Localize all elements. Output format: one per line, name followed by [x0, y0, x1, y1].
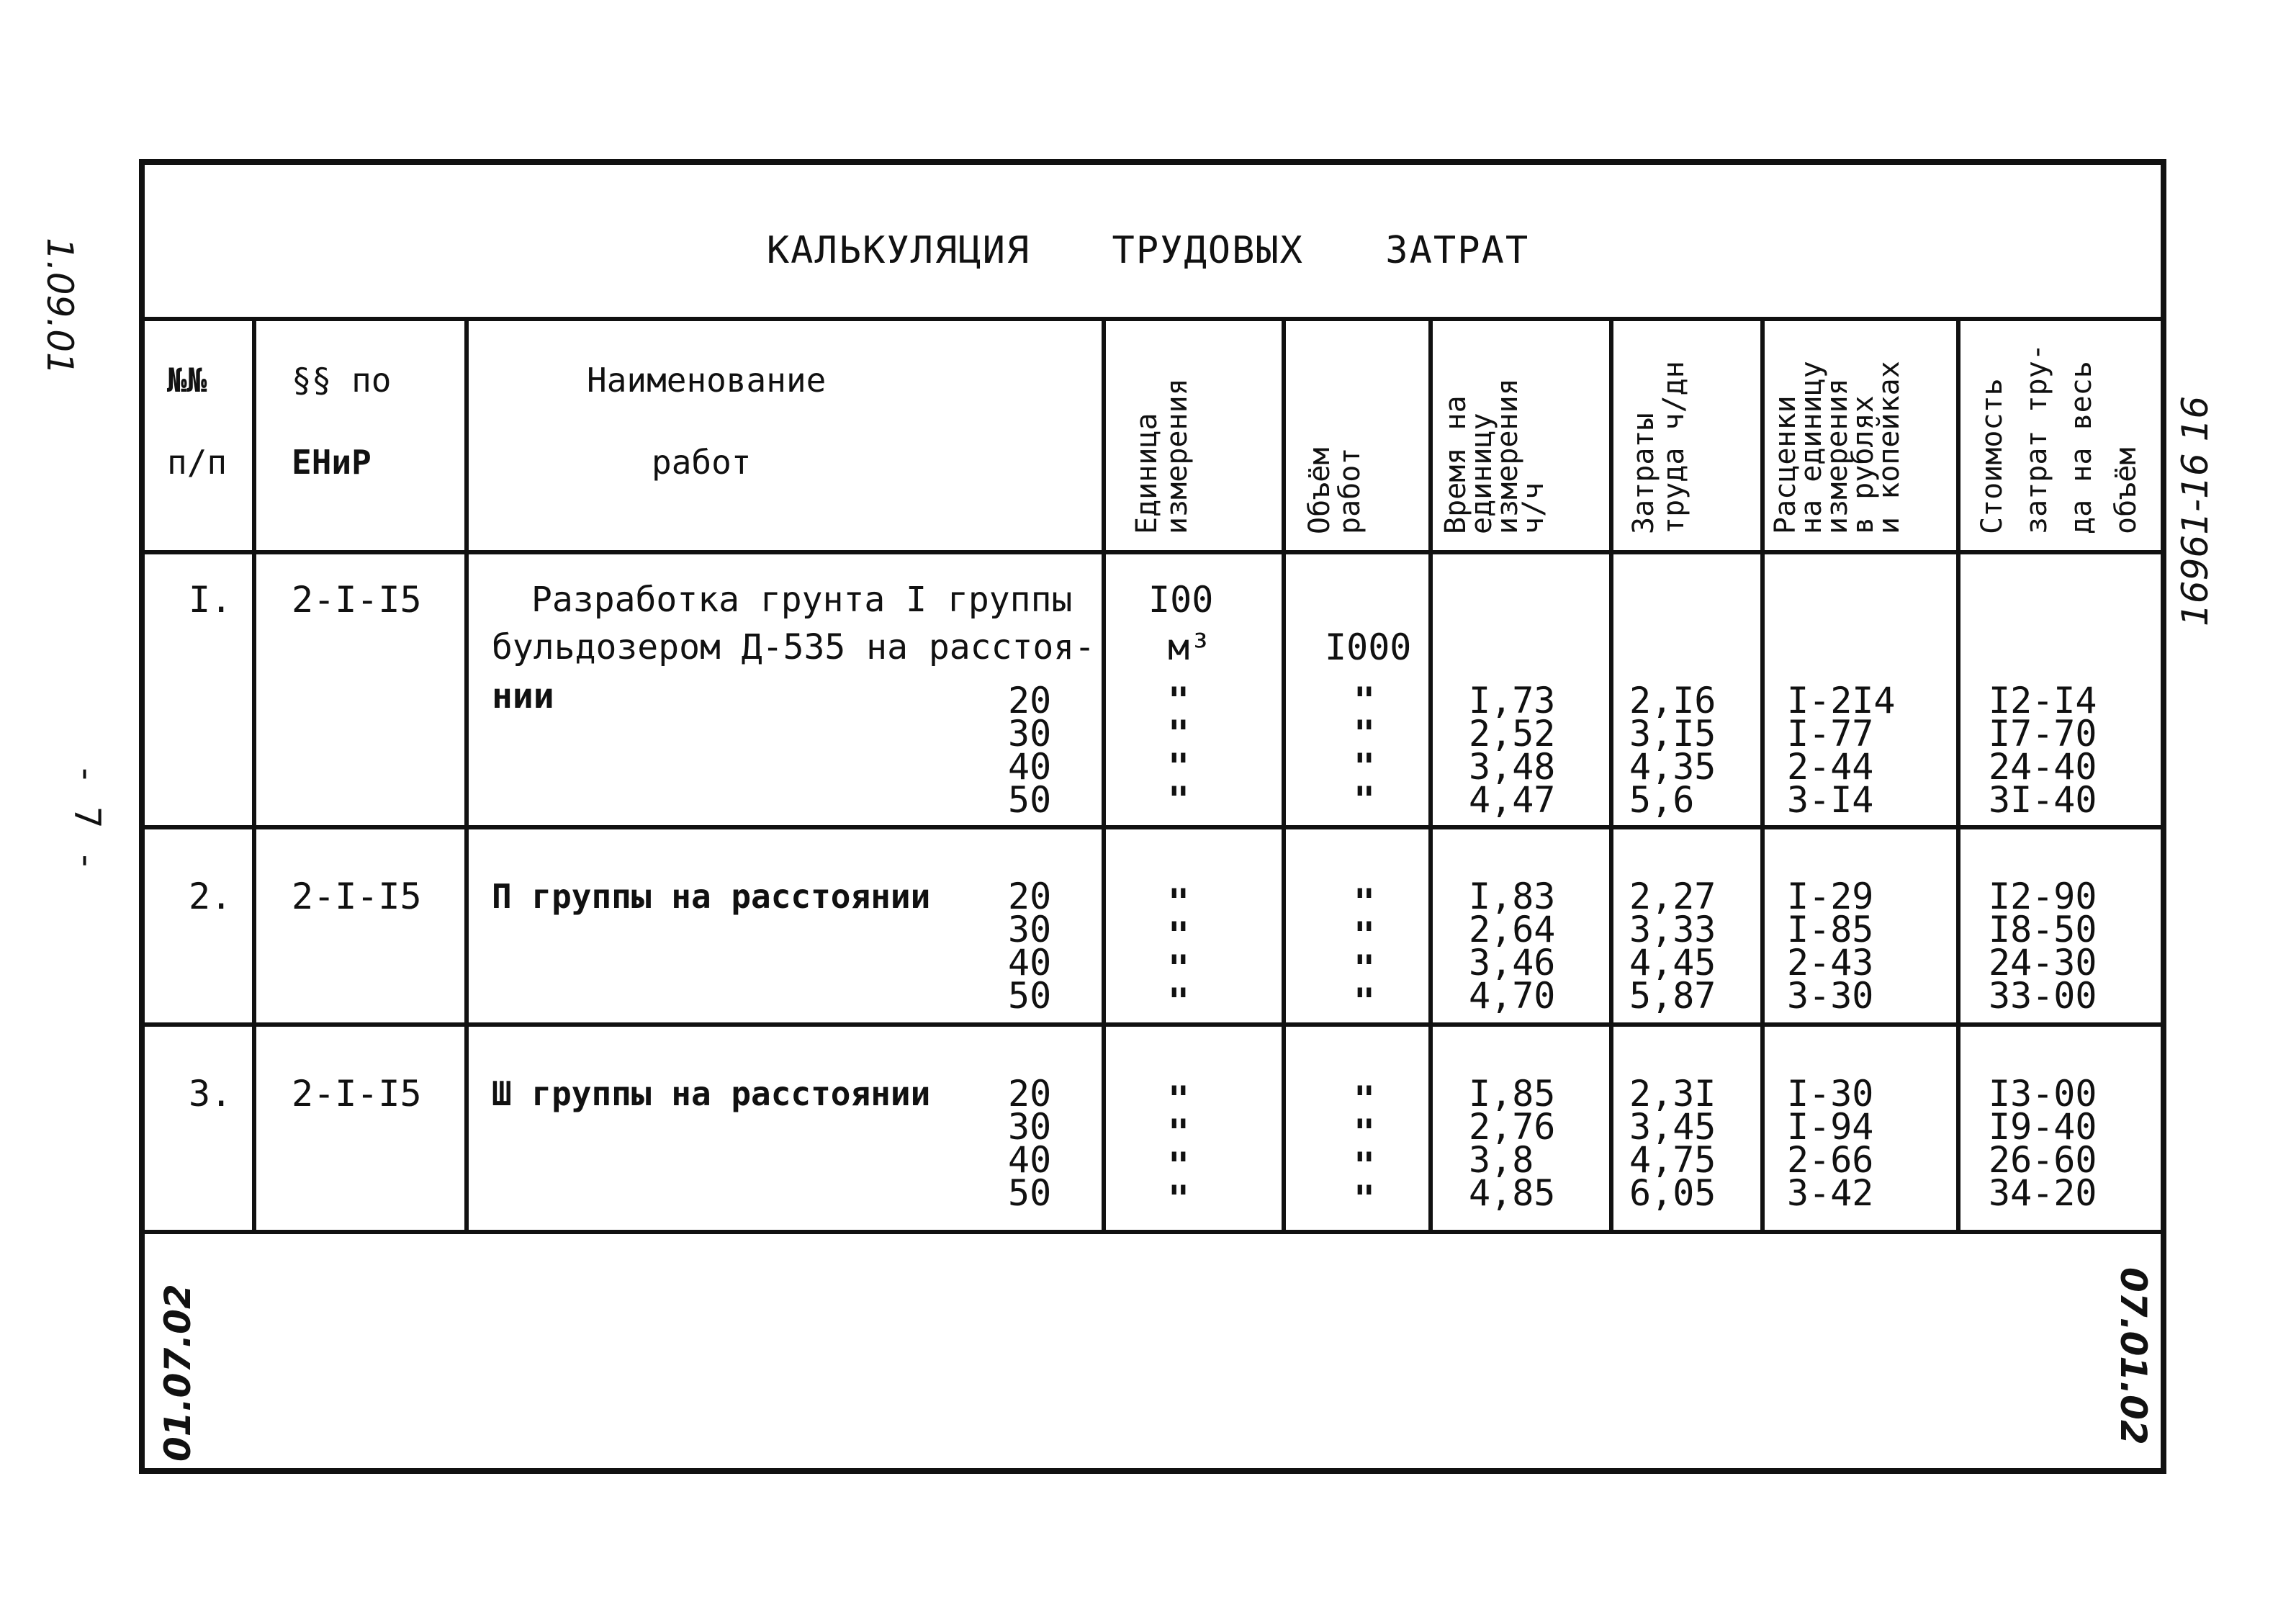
list-item: 30 [1008, 1106, 1052, 1148]
row-3-bottom-rule [145, 1230, 2161, 1234]
table-cell: 2,I6 [1629, 680, 1716, 721]
row-3-name: Ш группы на расстоянии [492, 1074, 931, 1113]
table-cell: 24-30 [1989, 942, 2097, 984]
list-item: 40 [1008, 1139, 1052, 1181]
table-cell: 2,3I [1629, 1073, 1716, 1115]
table-cell: I-30 [1787, 1073, 1874, 1115]
ditto-mark: " [1168, 1112, 1190, 1153]
header-unit: Единица измерения [1130, 378, 1194, 534]
table-cell: 2-44 [1787, 746, 1874, 788]
row-1-paragraph: 2-I-I5 [292, 579, 422, 621]
row-3-unit-ditto [1168, 1079, 1190, 1220]
ditto-mark: " [1354, 713, 1376, 755]
table-cell: 4,35 [1629, 746, 1716, 788]
table-cell: 3-30 [1787, 975, 1874, 1017]
ditto-mark: " [1168, 779, 1190, 821]
row-2-num: 2. [189, 876, 233, 917]
col-divider-8 [1956, 317, 1960, 1230]
list-item: 50 [1008, 779, 1052, 821]
table-cell: 2,64 [1469, 909, 1556, 950]
table-cell: 34-20 [1989, 1172, 2097, 1214]
ditto-mark: " [1354, 914, 1376, 956]
title-word-2: ТРУДОВЫХ [1112, 229, 1304, 272]
row-2-labor [1629, 876, 1716, 1017]
row-2-unit-ditto [1168, 881, 1190, 1022]
header-labor: Затраты труда ч/дн [1627, 361, 1691, 534]
list-item: 20 [1008, 876, 1052, 917]
ditto-mark: " [1168, 746, 1190, 788]
header-num-line2: п/п [167, 442, 228, 482]
handwritten-date-bottom-right: 07.01.02 [2112, 1267, 2154, 1445]
row-3-num: 3. [189, 1073, 233, 1115]
table-cell: 2-66 [1787, 1139, 1874, 1181]
table-cell: 3,45 [1629, 1106, 1716, 1148]
header-bottom-rule [145, 550, 2161, 554]
row-3-time [1469, 1073, 1556, 1214]
handwritten-note-right: 16961-16 16 [2174, 395, 2216, 626]
table-cell: I7-70 [1989, 713, 2097, 755]
row-2-cost [1989, 876, 2097, 1017]
table-cell: I2-90 [1989, 876, 2097, 917]
row-3-paragraph: 2-I-I5 [292, 1073, 422, 1115]
table-cell: 4,85 [1469, 1172, 1556, 1214]
header-name [587, 360, 826, 483]
table-cell: 26-60 [1989, 1139, 2097, 1181]
table-cell: 2,76 [1469, 1106, 1556, 1148]
row-1-name-line1: Разработка грунта I группы [531, 580, 1073, 620]
row-2-bottom-rule [145, 1022, 2161, 1027]
header-volume: Объём работ [1303, 447, 1367, 534]
row-1-rates [1787, 680, 1896, 821]
row-1-volume: I000 [1325, 626, 1412, 668]
header-num-line1: №№ [167, 361, 207, 400]
table-cell: I8-50 [1989, 909, 2097, 950]
title-word-1: КАЛЬКУЛЯЦИЯ [766, 229, 1031, 272]
col-divider-5 [1428, 317, 1433, 1230]
row-1-distances [1008, 680, 1052, 821]
ditto-mark: " [1354, 746, 1376, 788]
header-name-line2: работ [652, 442, 752, 482]
header-num [167, 360, 227, 483]
header-paragraph-line2: ЕНиР [292, 442, 372, 482]
table-cell: I-94 [1787, 1106, 1874, 1148]
row-3-cost [1989, 1073, 2097, 1214]
row-1-bottom-rule [145, 825, 2161, 829]
ditto-mark: " [1168, 881, 1190, 923]
table-cell: 3,48 [1469, 746, 1556, 788]
ditto-mark: " [1168, 1079, 1190, 1120]
row-2-paragraph: 2-I-I5 [292, 876, 422, 917]
table-cell: 4,47 [1469, 779, 1556, 821]
table-cell: 4,70 [1469, 975, 1556, 1017]
row-3-volume-ditto [1354, 1079, 1376, 1220]
header-rates: Расценки на единицу измерения в рублях и копейках [1769, 361, 1906, 534]
ditto-mark: " [1354, 779, 1376, 821]
table-cell: 3,33 [1629, 909, 1716, 950]
header-top-rule [145, 317, 2161, 321]
col-divider-2 [464, 317, 469, 1230]
table-cell: 5,87 [1629, 975, 1716, 1017]
ditto-mark: " [1168, 948, 1190, 989]
table-cell: I9-40 [1989, 1106, 2097, 1148]
ditto-mark: " [1354, 1145, 1376, 1187]
col-divider-1 [252, 317, 256, 1230]
table-cell: 6,05 [1629, 1172, 1716, 1214]
row-1-labor [1629, 680, 1716, 821]
header-paragraph-line1: §§ по [292, 361, 392, 400]
table-cell: 4,45 [1629, 942, 1716, 984]
header-paragraph [292, 360, 391, 483]
list-item: 40 [1008, 942, 1052, 984]
list-item: 30 [1008, 713, 1052, 755]
table-cell: 2,52 [1469, 713, 1556, 755]
ditto-mark: " [1168, 713, 1190, 755]
header-time: Время на единицу измерения ч/ч [1439, 378, 1550, 534]
row-3-rates [1787, 1073, 1874, 1214]
ditto-mark: " [1168, 1145, 1190, 1187]
table-cell: 3-42 [1787, 1172, 1874, 1214]
row-3-labor [1629, 1073, 1716, 1214]
col-divider-3 [1102, 317, 1106, 1230]
table-cell: I,85 [1469, 1073, 1556, 1115]
row-2-name: П группы на расстоянии [492, 877, 931, 916]
list-item: 40 [1008, 746, 1052, 788]
table-cell: I,83 [1469, 876, 1556, 917]
row-2-distances [1008, 876, 1052, 1017]
page-number: - 7 - [66, 763, 108, 872]
ditto-mark: " [1168, 680, 1190, 721]
table-cell: I2-I4 [1989, 680, 2097, 721]
row-1-time [1469, 680, 1556, 821]
ditto-mark: " [1354, 981, 1376, 1022]
ditto-mark: " [1354, 948, 1376, 989]
table-cell: I,73 [1469, 680, 1556, 721]
table-cell: 3,I5 [1629, 713, 1716, 755]
col-divider-7 [1760, 317, 1765, 1230]
row-1-name-line3: нии [492, 676, 554, 716]
row-3-distances [1008, 1073, 1052, 1214]
table-cell: 2-43 [1787, 942, 1874, 984]
table-cell: 3,46 [1469, 942, 1556, 984]
table-cell: 3I-40 [1989, 779, 2097, 821]
header-cost: Стоимость затрат тру- да на весь объём [1976, 343, 2143, 534]
list-item: 50 [1008, 1172, 1052, 1214]
row-2-rates [1787, 876, 1874, 1017]
table-cell: I3-00 [1989, 1073, 2097, 1115]
table-cell: I-77 [1787, 713, 1874, 755]
col-divider-4 [1282, 317, 1286, 1230]
ditto-mark: " [1354, 1178, 1376, 1220]
list-item: 30 [1008, 909, 1052, 950]
ditto-mark: " [1354, 1079, 1376, 1120]
row-1-cost [1989, 680, 2097, 821]
header-name-line1: Наименование [587, 361, 827, 400]
handwritten-note-top-left: 1.09.01 [39, 238, 81, 375]
ditto-mark: " [1354, 881, 1376, 923]
ditto-mark: " [1168, 914, 1190, 956]
table-cell: 4,75 [1629, 1139, 1716, 1181]
row-1-name-line2: бульдозером Д-535 на расстоя- [492, 627, 1096, 667]
table-cell: 5,6 [1629, 779, 1695, 821]
table-cell: 3-I4 [1787, 779, 1874, 821]
row-1-unit-top: I00 [1148, 579, 1214, 621]
handwritten-date-bottom-left: 01.07.02 [157, 1284, 199, 1462]
list-item: 50 [1008, 975, 1052, 1017]
table-cell: 33-00 [1989, 975, 2097, 1017]
table-cell: 3,8 [1469, 1139, 1534, 1181]
list-item: 20 [1008, 680, 1052, 721]
row-1-unit-m: м³ [1168, 626, 1212, 668]
row-2-volume-ditto [1354, 881, 1376, 1022]
ditto-mark: " [1168, 1178, 1190, 1220]
table-cell: I-29 [1787, 876, 1874, 917]
ditto-mark: " [1354, 680, 1376, 721]
ditto-mark: " [1354, 1112, 1376, 1153]
row-1-num: I. [189, 579, 233, 621]
row-1-volume-ditto [1354, 680, 1376, 821]
table-cell: I-85 [1787, 909, 1874, 950]
row-1-unit-ditto [1168, 680, 1190, 821]
title-word-3: ЗАТРАТ [1385, 229, 1530, 272]
table-cell: 2,27 [1629, 876, 1716, 917]
row-2-time [1469, 876, 1556, 1017]
col-divider-6 [1609, 317, 1613, 1230]
table-cell: I-2I4 [1787, 680, 1896, 721]
list-item: 20 [1008, 1073, 1052, 1115]
table-cell: 24-40 [1989, 746, 2097, 788]
ditto-mark: " [1168, 981, 1190, 1022]
